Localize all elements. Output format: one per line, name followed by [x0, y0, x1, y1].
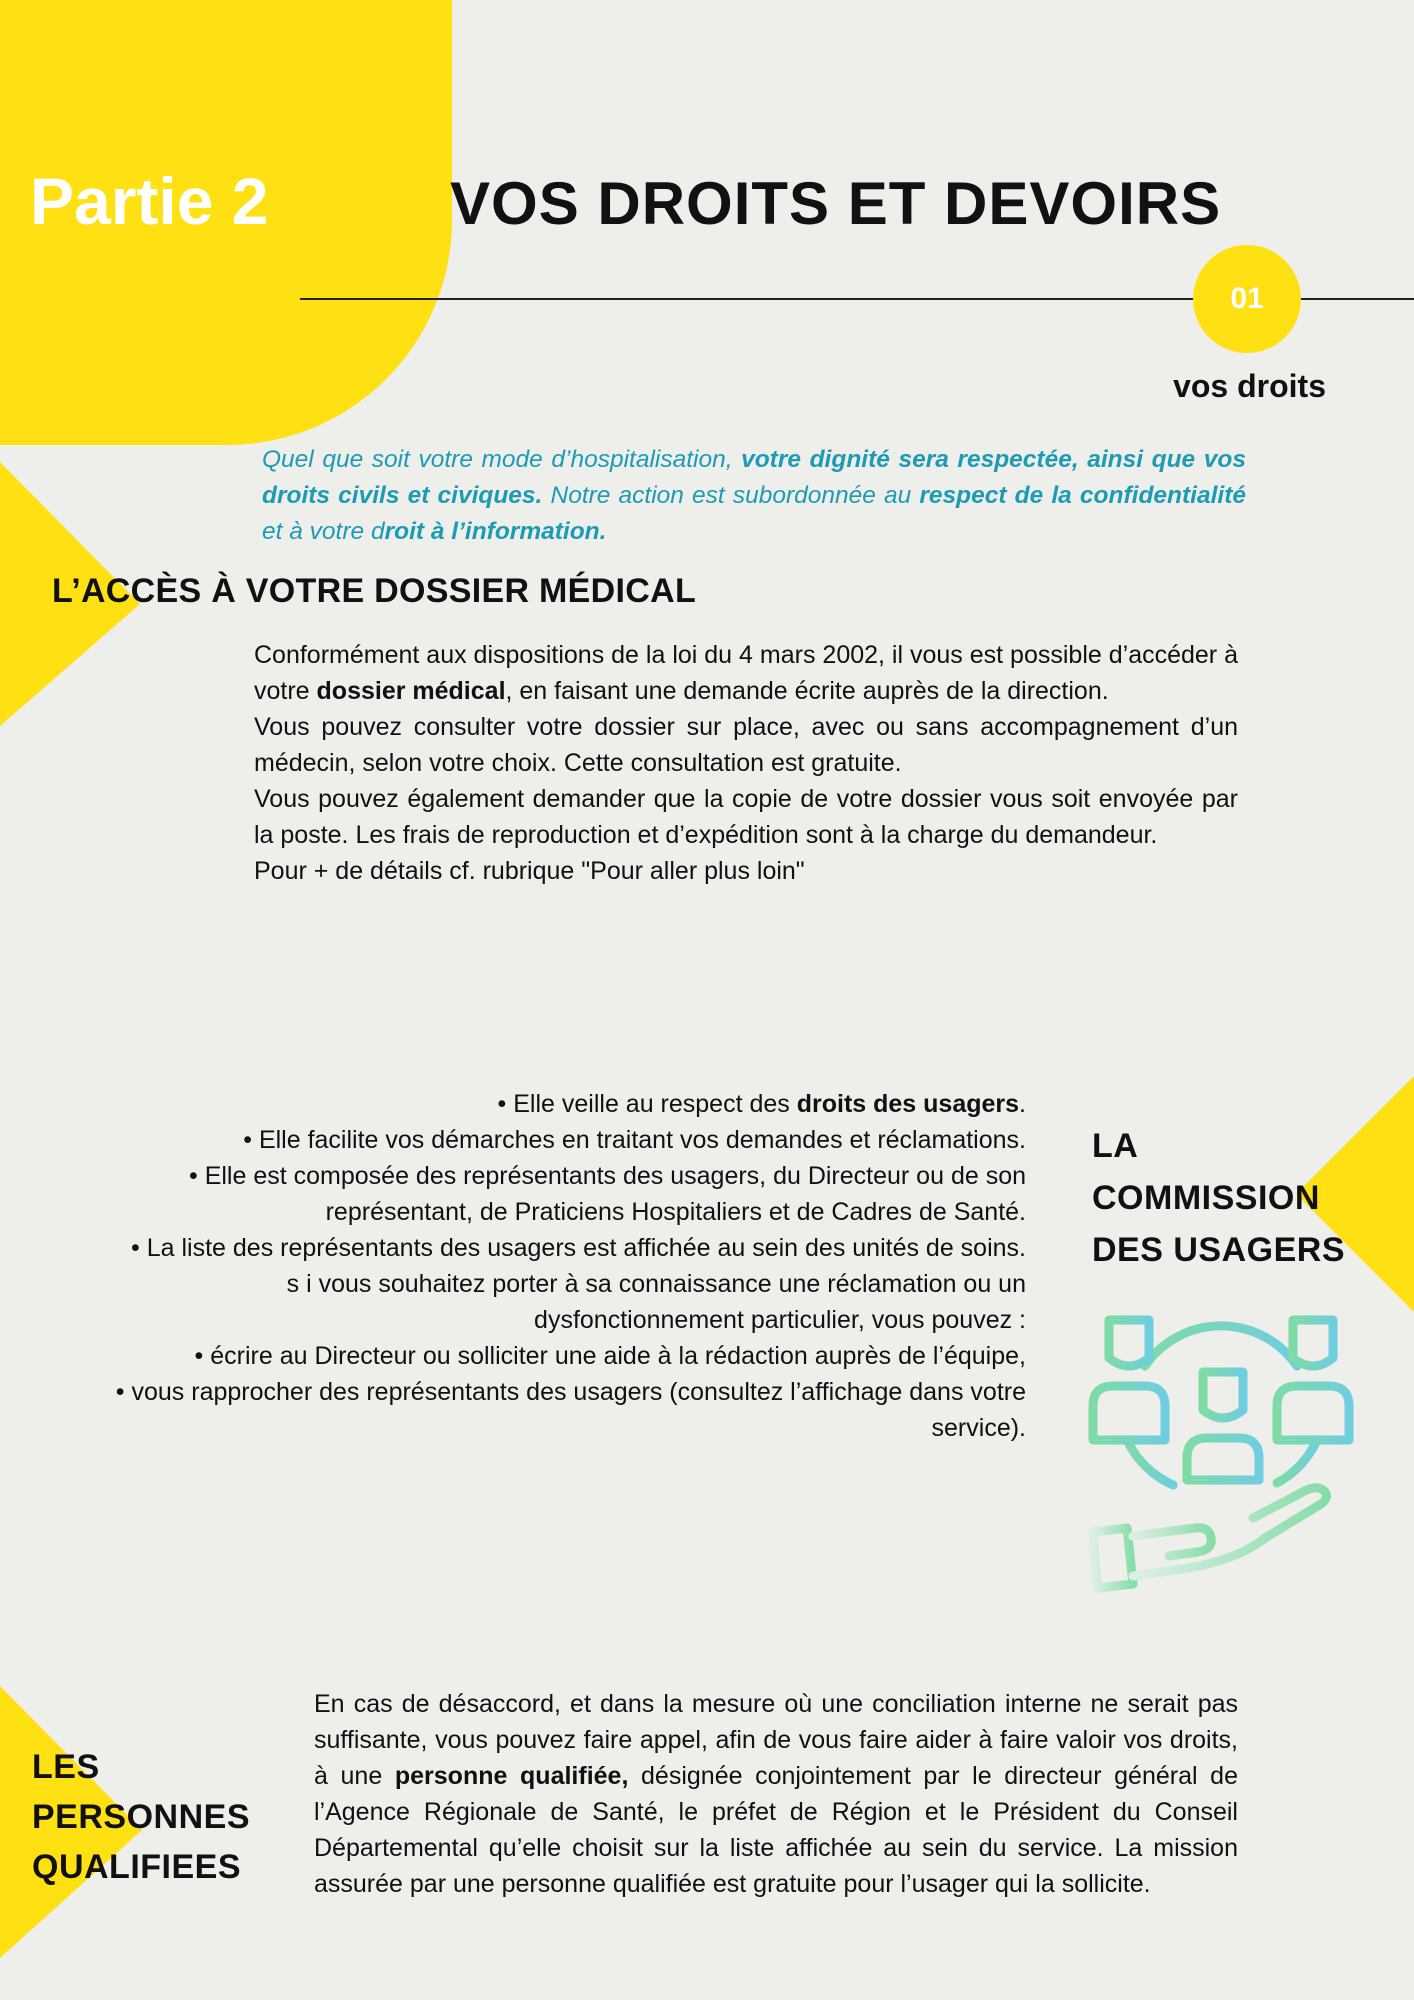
personnes-section-title: LES PERSONNES QUALIFIEES — [32, 1748, 250, 1886]
list-item: s i vous souhaitez porter à sa connaissance une réclamation ou un dysfonctionnement particulier, vous pouvez : — [286, 1270, 1026, 1334]
dossier-section-title: L’ACCÈS À VOTRE DOSSIER MÉDICAL — [52, 572, 697, 610]
commission-list — [100, 1086, 1026, 1446]
users-in-hand-icon — [1085, 1300, 1365, 1600]
personnes-section-body: En cas de désaccord, et dans la mesure où une conciliation interne ne serait pas suffisante, vous pouvez faire appel, afin de vous faire aider à faire valoir vos droits, à une personne qualifiée, désignée conjointement par le directeur général de l’Agence Régionale de Santé, le préfet de Région et le Président du Conseil Départemental qu’elle choisit sur la liste affichée au sein du service. La mission assurée par une personne qualifiée est gratuite pour l’usager qui la sollicite. — [314, 1690, 1238, 1898]
list-item: • Elle veille au respect des droits des usagers. — [497, 1090, 1026, 1118]
dossier-paragraph-4: Pour + de détails cf. rubrique "Pour aller plus loin" — [254, 857, 805, 885]
dossier-paragraph-2: Vous pouvez consulter votre dossier sur place, avec ou sans accompagnement d’un médecin, selon votre choix. Cette consultation est gratuite. — [254, 713, 1238, 777]
commission-section-title: LA COMMISSION DES USAGERS — [1092, 1127, 1345, 1269]
list-item: • Elle facilite vos démarches en traitant vos demandes et réclamations. — [243, 1126, 1026, 1154]
list-item: • vous rapprocher des représentants des usagers (consultez l’affichage dans votre service). — [115, 1378, 1026, 1442]
part-label: Partie 2 — [30, 164, 269, 238]
dossier-section-body — [254, 637, 1238, 889]
dossier-paragraph-1: Conformément aux dispositions de la loi du 4 mars 2002, il vous est possible d’accéder à votre dossier médical, en faisant une demande écrite auprès de la direction. — [254, 641, 1238, 705]
list-item: • Elle est composée des représentants des usagers, du Directeur ou de son représentant, de Praticiens Hospitaliers et de Cadres de Santé. — [189, 1162, 1026, 1226]
section-label: vos droits — [1173, 368, 1326, 404]
page-title: VOS DROITS ET DEVOIRS — [450, 170, 1222, 237]
list-item: • écrire au Directeur ou solliciter une aide à la rédaction auprès de l’équipe, — [194, 1342, 1026, 1370]
intro-paragraph: Quel que soit votre mode d’hospitalisation, votre dignité sera respectée, ainsi que vos droits civils et civiques. Notre action est subordonnée au respect de la confidentialité et à votre droit à l’information. — [262, 446, 1246, 545]
dossier-paragraph-3: Vous pouvez également demander que la copie de votre dossier vous soit envoyée par la poste. Les frais de reproduction et d’expédition sont à la charge du demandeur. — [254, 785, 1238, 849]
list-item: • La liste des représentants des usagers est affichée au sein des unités de soins. — [131, 1234, 1026, 1262]
section-number-badge: 01 — [1193, 245, 1301, 353]
